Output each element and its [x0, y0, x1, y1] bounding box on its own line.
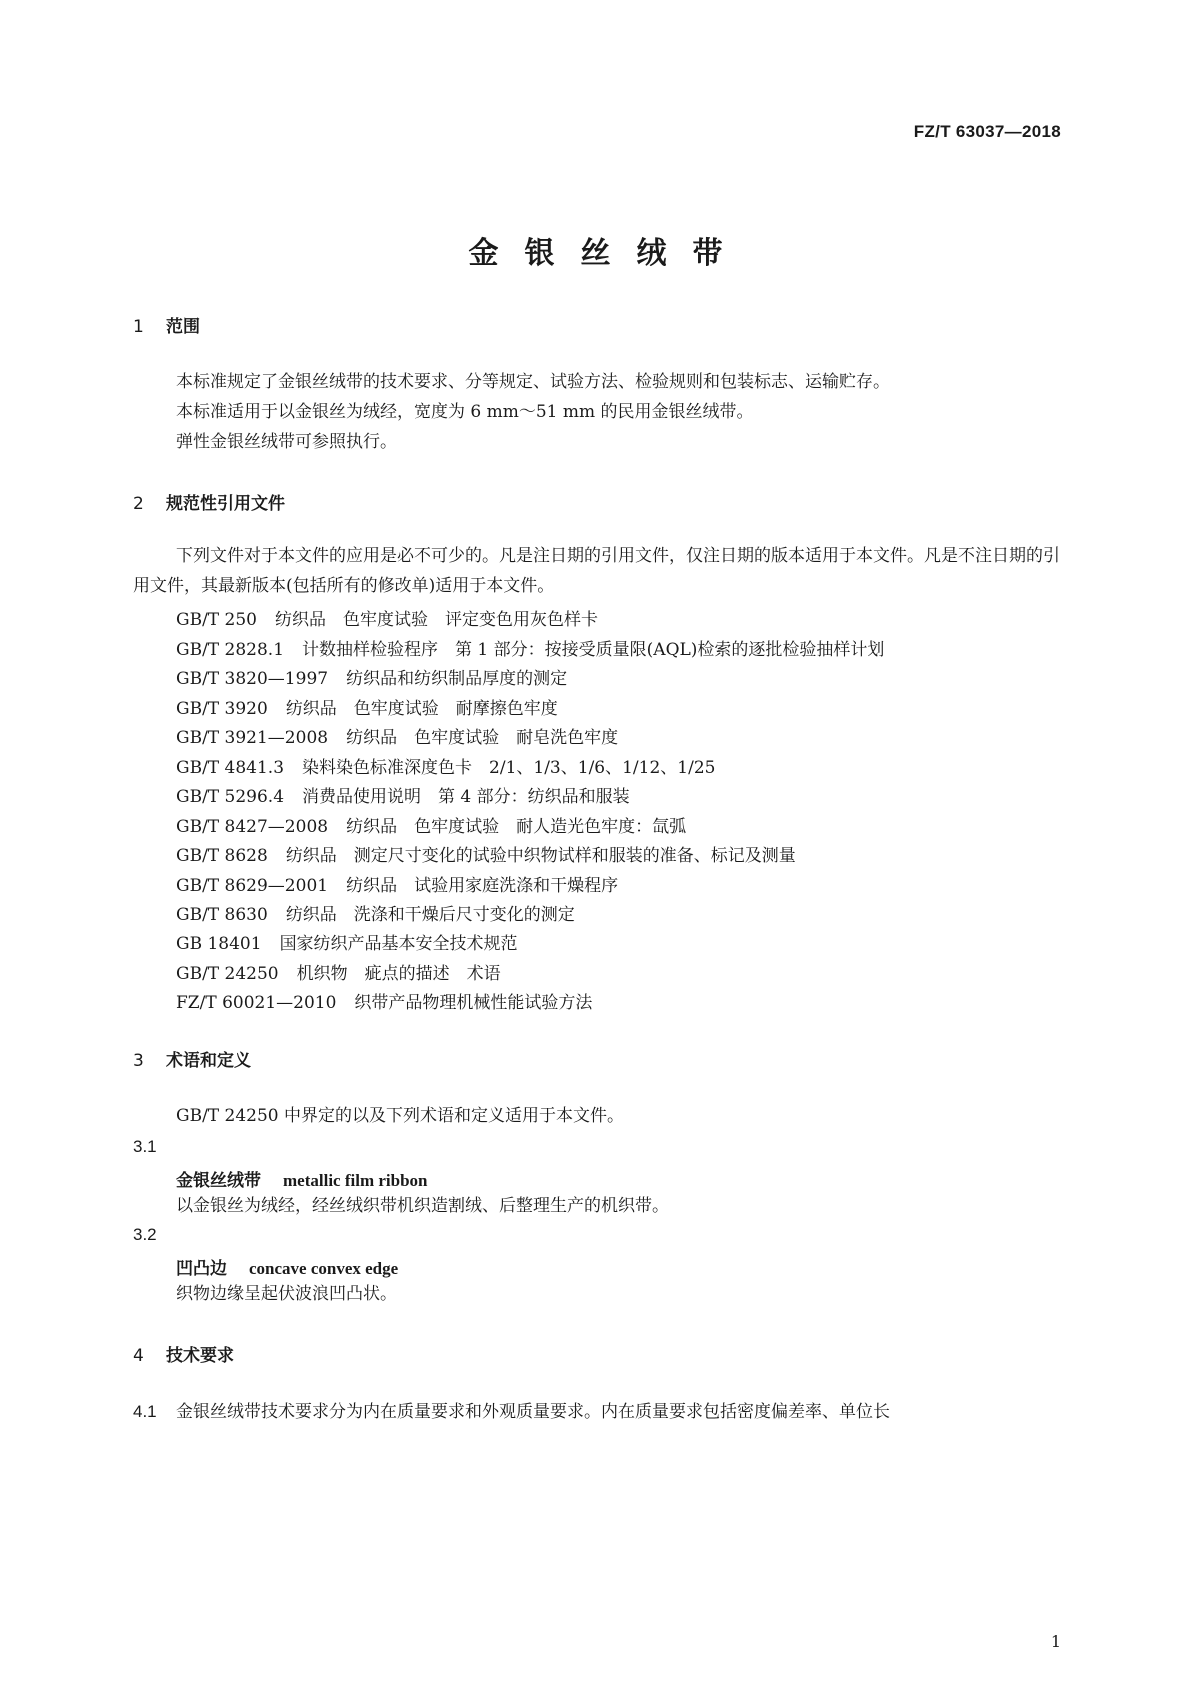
- reference-code: GB/T 250: [176, 610, 257, 630]
- section-number: 4: [133, 1346, 144, 1366]
- reference-code: FZ/T 60021—2010: [176, 993, 337, 1013]
- reference-item: [176, 782, 630, 807]
- reference-title: 纺织品和纺织制品厚度的测定: [346, 669, 568, 689]
- reference-code: GB/T 4841.3: [176, 758, 285, 778]
- reference-item: [176, 900, 575, 925]
- references-intro: 下列文件对于本文件的应用是必不可少的。凡是注日期的引用文件，仅注日期的版本适用于本文件。凡是不注日期的引用文件，其最新版本(包括所有的修改单)适用于本文件。: [133, 546, 1060, 596]
- reference-title: 计数抽样检验程序 第 1 部分：按接受质量限(AQL)检索的逐批检验抽样计划: [302, 640, 885, 660]
- reference-code: GB/T 8630: [176, 905, 268, 925]
- term-definition: 织物边缘呈起伏波浪凹凸状。: [176, 1284, 397, 1304]
- scope-para-2: 本标准适用于以金银丝为绒经，宽度为 6 mm～51 mm 的民用金银丝绒带。: [176, 402, 754, 422]
- term-number: 3.1: [133, 1137, 157, 1156]
- reference-item: [176, 929, 518, 954]
- section-number: 2: [133, 494, 144, 514]
- reference-title: 纺织品 色牢度试验 耐皂洗色牢度: [346, 728, 619, 748]
- reference-title: 纺织品 试验用家庭洗涤和干燥程序: [346, 876, 619, 896]
- section-2-heading: [133, 489, 285, 514]
- reference-code: GB 18401: [176, 934, 262, 954]
- section-1-heading: [133, 312, 200, 337]
- reference-title: 纺织品 色牢度试验 耐摩擦色牢度: [285, 699, 558, 719]
- reference-item: [176, 635, 884, 660]
- reference-item: [176, 694, 558, 719]
- section-number: 1: [133, 317, 144, 337]
- reference-item: [176, 664, 567, 689]
- scope-para-3: 弹性金银丝绒带可参照执行。: [176, 432, 397, 452]
- reference-item: [176, 871, 618, 896]
- term-en: concave convex edge: [249, 1259, 399, 1278]
- reference-title: 染料染色标准深度色卡 2/1、1/3、1/6、1/12、1/25: [302, 758, 716, 778]
- reference-code: GB/T 8629—2001: [176, 876, 329, 896]
- page-number: 1: [1050, 1632, 1061, 1651]
- section-4-heading: [133, 1341, 234, 1366]
- section-title: 规范性引用文件: [166, 494, 285, 514]
- reference-title: 纺织品 色牢度试验 评定变色用灰色样卡: [275, 610, 598, 630]
- reference-code: GB/T 24250: [176, 964, 279, 984]
- term-zh: 凹凸边: [176, 1259, 227, 1279]
- document-title: 金银丝绒带: [468, 236, 749, 271]
- scope-para-1: 本标准规定了金银丝绒带的技术要求、分等规定、试验方法、检验规则和包装标志、运输贮存。: [176, 372, 890, 392]
- term-definition: 以金银丝为绒经，经丝绒织带机织造割绒、后整理生产的机织带。: [176, 1196, 669, 1216]
- terms-intro: GB/T 24250 中界定的以及下列术语和定义适用于本文件。: [176, 1106, 625, 1126]
- section-number: 3: [133, 1051, 144, 1071]
- term-heading: [176, 1166, 427, 1191]
- reference-title: 消费品使用说明 第 4 部分：纺织品和服装: [302, 787, 630, 807]
- reference-item: [176, 723, 618, 748]
- term-heading: [176, 1254, 398, 1279]
- section-title: 范围: [166, 317, 200, 337]
- standard-code: FZ/T 63037—2018: [913, 122, 1061, 141]
- clause-4-1: [133, 1397, 890, 1422]
- section-title: 术语和定义: [166, 1051, 251, 1071]
- term-en: metallic film ribbon: [283, 1171, 428, 1190]
- reference-title: 织带产品物理机械性能试验方法: [354, 993, 593, 1013]
- section-title: 技术要求: [166, 1346, 234, 1366]
- reference-code: GB/T 8427—2008: [176, 817, 329, 837]
- reference-code: GB/T 8628: [176, 846, 268, 866]
- reference-code: GB/T 5296.4: [176, 787, 285, 807]
- term-zh: 金银丝绒带: [176, 1171, 261, 1191]
- reference-item: [176, 988, 592, 1013]
- section-3-heading: [133, 1046, 251, 1071]
- reference-code: GB/T 2828.1: [176, 640, 285, 660]
- reference-title: 纺织品 洗涤和干燥后尺寸变化的测定: [285, 905, 575, 925]
- reference-code: GB/T 3920: [176, 699, 268, 719]
- reference-title: 机织物 疵点的描述 术语: [296, 964, 501, 984]
- clause-text: 金银丝绒带技术要求分为内在质量要求和外观质量要求。内在质量要求包括密度偏差率、单位长: [176, 1402, 890, 1422]
- reference-item: [176, 605, 598, 630]
- reference-title: 纺织品 色牢度试验 耐人造光色牢度：氙弧: [346, 817, 687, 837]
- reference-item: [176, 753, 715, 778]
- reference-item: [176, 841, 796, 866]
- reference-code: GB/T 3921—2008: [176, 728, 329, 748]
- reference-item: [176, 812, 686, 837]
- reference-title: 纺织品 测定尺寸变化的试验中织物试样和服装的准备、标记及测量: [285, 846, 796, 866]
- reference-item: [176, 959, 501, 984]
- reference-code: GB/T 3820—1997: [176, 669, 329, 689]
- reference-title: 国家纺织产品基本安全技术规范: [279, 934, 518, 954]
- clause-number: 4.1: [133, 1402, 157, 1421]
- term-number: 3.2: [133, 1225, 157, 1244]
